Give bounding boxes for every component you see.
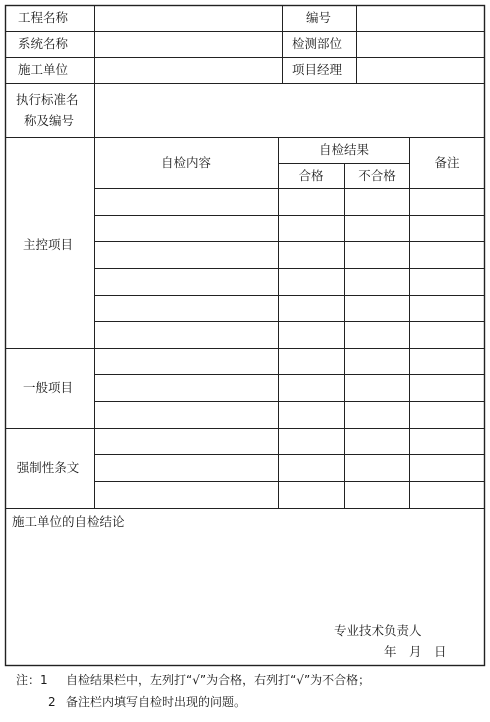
header-self-check-content: 自检内容 xyxy=(160,155,212,170)
label-main-items: 主控项目 xyxy=(22,237,74,252)
label-system-name: 系统名称 xyxy=(18,36,69,51)
label-project-name: 工程名称 xyxy=(18,10,69,25)
conclusion-title: 施工单位的自检结论 xyxy=(12,514,125,529)
label-mandatory: 强制性条文 xyxy=(16,460,80,475)
label-construction-unit: 施工单位 xyxy=(18,62,69,77)
header-pass: 合格 xyxy=(298,168,324,183)
label-inspect-part: 检测部位 xyxy=(292,36,343,51)
label-general-items: 一般项目 xyxy=(22,380,74,395)
label-number: 编号 xyxy=(306,10,332,25)
label-project-manager: 项目经理 xyxy=(292,62,343,77)
note-1-label: 注：1 xyxy=(16,673,48,687)
note-2-label: 2 xyxy=(48,695,56,709)
signer-label: 专业技术负责人 xyxy=(334,623,422,638)
date-label: 年 月 日 xyxy=(384,644,447,659)
header-fail: 不合格 xyxy=(358,168,396,183)
note-2-text: 备注栏内填写自检时出现的问题。 xyxy=(66,695,247,709)
label-standard-line2: 称及编号 xyxy=(24,113,75,128)
label-standard-line1: 执行标准名 xyxy=(16,92,79,107)
header-remark: 备注 xyxy=(434,155,460,170)
header-self-check-result: 自检结果 xyxy=(318,142,370,157)
note-1-text: 自检结果栏中，左列打“√”为合格，右列打“√”为不合格； xyxy=(66,673,371,687)
